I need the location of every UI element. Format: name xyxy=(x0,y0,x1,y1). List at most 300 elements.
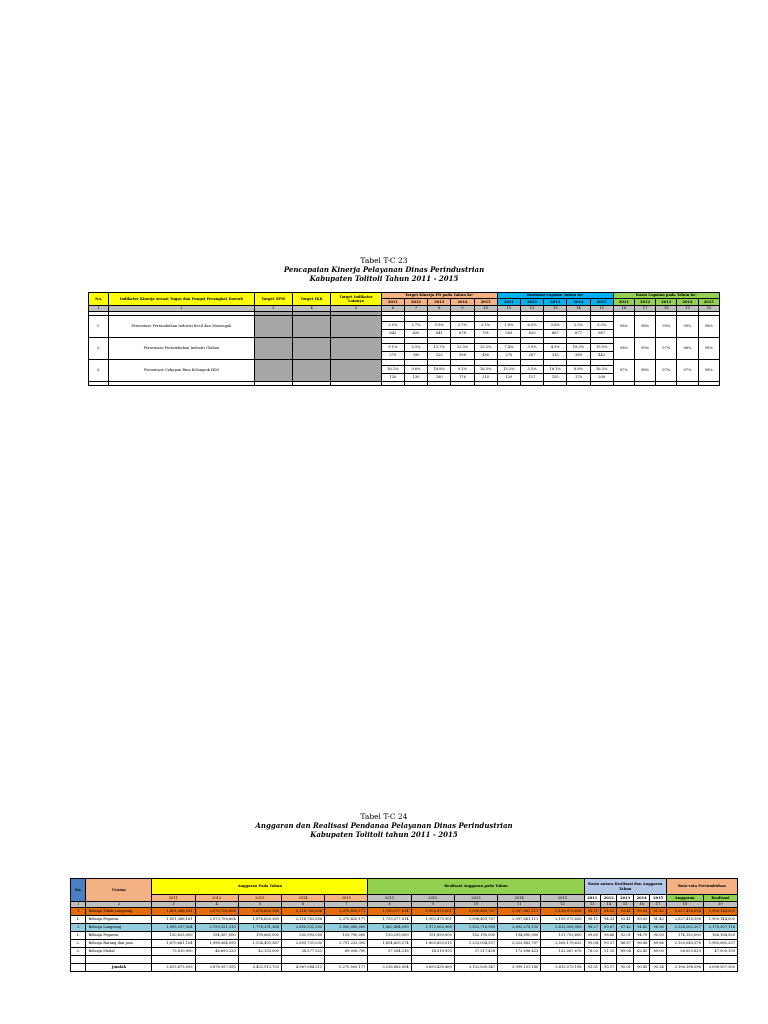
t23-table xyxy=(88,292,720,386)
t24-colnum: 18 xyxy=(666,902,703,908)
t23-target-value: 120 xyxy=(381,374,404,382)
t24-value-cell: 1,759,377,814 xyxy=(368,908,411,916)
t23-realisasi-value: 5.5% xyxy=(520,366,543,374)
t24-value-cell: 96.86 xyxy=(633,940,649,948)
t23-rasio-cell: 97% xyxy=(613,360,634,382)
t23-colnum: 16 xyxy=(613,306,634,312)
t24-colnum: 1 xyxy=(71,902,86,908)
t23-realisasi-value: 127 xyxy=(520,374,543,382)
t24-value-cell: 46,690,220 xyxy=(195,948,238,956)
t23-realisasi-value: 7.4% xyxy=(497,344,520,352)
t24-row xyxy=(71,924,738,932)
t23-row-label: Persentase Pertumbuhan Industri Olahan xyxy=(109,338,254,360)
t23-empty-cell xyxy=(381,382,404,386)
t23-realisasi-value: 442 xyxy=(590,352,613,360)
t24-year: 2011 xyxy=(368,895,411,902)
t24-value-cell: 99.05 xyxy=(633,908,649,916)
t23-rasio-cell: 97% xyxy=(677,360,698,382)
t24-value-cell: 1,759,377,814 xyxy=(368,916,411,924)
t23-colnum: 14 xyxy=(567,306,590,312)
t24-value-cell: 2,692,270,130 xyxy=(498,924,541,932)
t24-value-cell: 2,159,073,656 xyxy=(541,916,584,924)
t23-empty-cell xyxy=(613,382,634,386)
t24-year: 2015 xyxy=(650,895,666,902)
t24-value-cell: 73,810,900 xyxy=(152,948,195,956)
t24-value-cell xyxy=(617,956,633,964)
t24-value-cell: 94.33 xyxy=(601,908,617,916)
t23-empty-cell xyxy=(497,382,520,386)
t24-value-cell: 2,850,321,355 xyxy=(281,924,324,932)
t24-value-cell: 89.67 xyxy=(601,924,617,932)
t23-target-value: 3.0% xyxy=(381,322,404,330)
t23-year: 2013 xyxy=(656,299,677,306)
t24-row xyxy=(71,916,738,924)
t24-value-cell: 2,097,661,111 xyxy=(498,916,541,924)
t23-realisasi-value: 2.5% xyxy=(567,322,590,330)
t24-value-cell: 93.41 xyxy=(617,916,633,924)
t24-value-cell xyxy=(703,956,737,964)
t23-header-no: No. xyxy=(89,293,109,306)
t23-target-cell xyxy=(292,338,330,360)
t23-empty-cell xyxy=(656,382,677,386)
t24-value-cell: 2,178,307,116 xyxy=(703,924,737,932)
t23-target-value: 9.1% xyxy=(381,344,404,352)
t23-target-value: 701 xyxy=(474,330,497,338)
t24-year: 2014 xyxy=(281,895,324,902)
t24-header-no: No. xyxy=(71,879,86,902)
t24-value-cell: 2,523,883,707 xyxy=(498,940,541,948)
t24-value-cell: 199,665,000 xyxy=(238,932,281,940)
t24-value-cell: 96.96 xyxy=(650,924,666,932)
t23-empty-cell xyxy=(254,382,292,386)
t24-value-cell: 89.86 xyxy=(650,940,666,948)
t23-target-value: 3.1% xyxy=(474,322,497,330)
t24-value-cell: 3,999,151,180 xyxy=(498,964,541,972)
t24-value-cell: 2,791,233,300 xyxy=(325,940,368,948)
t24-value-cell: 1,895,297,004 xyxy=(152,924,195,932)
t24-value-cell: 173,696,423 xyxy=(498,948,541,956)
t24-value-cell: 2,812,000,908 xyxy=(541,924,584,932)
t24-value-cell: 150,825,000 xyxy=(152,932,195,940)
t24-value-cell: 205,993,000 xyxy=(281,932,324,940)
t24-value-cell: 2,097,661,111 xyxy=(498,908,541,916)
t24-value-cell: 98.66 xyxy=(601,932,617,940)
t23-realisasi-value: 583 xyxy=(497,330,520,338)
t24-value-cell xyxy=(238,956,281,964)
t24-colnum: 11 xyxy=(498,902,541,908)
t24-value-cell xyxy=(281,956,324,964)
t24-row xyxy=(71,908,738,916)
t23-year: 2012 xyxy=(635,299,656,306)
t24-row-no: 3. xyxy=(71,948,86,956)
t24-value-cell: 78.02 xyxy=(584,948,600,956)
t24-row-no xyxy=(71,956,86,964)
t24-value-cell xyxy=(411,956,454,964)
t24-value-cell xyxy=(454,956,497,964)
t23-target-value: 5.9% xyxy=(428,322,451,330)
t23-target-value: 176 xyxy=(451,374,474,382)
t24-caption xyxy=(0,812,768,839)
t24-value-cell: 2,073,706,604 xyxy=(195,908,238,916)
t24-value-cell: 93.51 xyxy=(584,964,600,972)
t23-rasio-cell: 98% xyxy=(635,316,656,338)
t23-realisasi-value: 667 xyxy=(544,330,567,338)
t23-realisasi-value: 208 xyxy=(590,374,613,382)
t24-row-label: Jumlah xyxy=(86,964,152,972)
t24-row xyxy=(71,932,738,940)
t23-target-value: 275 xyxy=(381,352,404,360)
t23-realisasi-value: 4.9% xyxy=(544,344,567,352)
t24-row-label xyxy=(86,956,152,964)
t23-rasio-cell: 98% xyxy=(635,360,656,382)
t24-colnum: 9 xyxy=(411,902,454,908)
t23-realisasi-value: 287 xyxy=(520,352,543,360)
t24-value-cell: 91.42 xyxy=(650,916,666,924)
t23-target-value: 16.1% xyxy=(381,366,404,374)
t24-value-cell: 1,552,716,985 xyxy=(454,924,497,932)
t24-value-cell: 69,056,700 xyxy=(325,948,368,956)
t23-year: 2012 xyxy=(520,299,543,306)
t24-colnum: 14 xyxy=(601,902,617,908)
t24-value-cell: 1,676,620,389 xyxy=(238,916,281,924)
t23-header-realisasi-group: Realisasi Capaian Tahun ke- xyxy=(497,293,613,299)
t24-value-cell xyxy=(195,956,238,964)
t24-row-label: Belanja Pegawai xyxy=(86,916,152,924)
t24-header-uraian: Uraian xyxy=(86,879,152,902)
t23-realisasi-value: 120 xyxy=(497,374,520,382)
t24-value-cell: 38,577,325 xyxy=(281,948,324,956)
t23-colnum: 8 xyxy=(428,306,451,312)
t23-colnum: 19 xyxy=(677,306,698,312)
t23-colnum: 1 xyxy=(89,306,109,312)
t23-colnum: 17 xyxy=(635,306,656,312)
t24-value-cell: 174,152,000 xyxy=(666,932,703,940)
t24-year: 2013 xyxy=(454,895,497,902)
t24-value-cell: 2,159,073,656 xyxy=(541,908,584,916)
t23-target-cell xyxy=(292,316,330,338)
t23-header-iku: Target IKK xyxy=(292,293,330,306)
t23-rasio-cell: 97% xyxy=(656,360,677,382)
t24-value-cell: 99.05 xyxy=(633,916,649,924)
t24-value-cell: 42,133,000 xyxy=(238,948,281,956)
t23-caption xyxy=(0,256,768,283)
t23-empty-cell xyxy=(404,382,427,386)
t24-row-label: Belanja Langsung xyxy=(86,924,152,932)
t23-realisasi-value: 3.3% xyxy=(590,322,613,330)
t23-year: 2015 xyxy=(698,299,719,306)
t23-colnum: 5 xyxy=(331,306,381,312)
t24-value-cell: 2,900,080,000 xyxy=(325,924,368,932)
t23-realisasi-value: 315 xyxy=(544,352,567,360)
t24-value-cell: 182,195,000 xyxy=(454,932,497,940)
t23-target-value: 678 xyxy=(451,330,474,338)
t24-value-cell: 14,519,953 xyxy=(411,948,454,956)
t23-year: 2013 xyxy=(544,299,567,306)
t23-target-cell xyxy=(331,360,381,382)
t23-realisasi-value: 155 xyxy=(544,374,567,382)
t24-value-cell: 2,370,420,177 xyxy=(325,908,368,916)
t23-year: 2014 xyxy=(677,299,698,306)
t24-value-cell: 89.00 xyxy=(650,948,666,956)
t23-colnum: 7 xyxy=(404,306,427,312)
t24-value-cell xyxy=(633,956,649,964)
t24-value-cell: 166,164,920 xyxy=(703,932,737,940)
t23-realisasi-value: 19.5% xyxy=(590,344,613,352)
t24-value-cell xyxy=(325,956,368,964)
t23-rasio-cell: 98% xyxy=(698,316,719,338)
t24-value-cell: 2,370,420,177 xyxy=(325,916,368,924)
t23-spacer-row xyxy=(89,382,720,386)
t24-value-cell: 57,584,316 xyxy=(368,948,411,956)
t24-year: 2013 xyxy=(617,895,633,902)
t24-value-cell: 194,690,000 xyxy=(498,932,541,940)
t23-target-cell xyxy=(254,338,292,360)
t24-value-cell xyxy=(650,956,666,964)
t24-value-cell: 150,295,000 xyxy=(368,932,411,940)
t23-target-value: 2.7% xyxy=(404,322,427,330)
t23-empty-cell xyxy=(635,382,656,386)
t24-header-anggaran-group: Anggaran Pada Tahun xyxy=(152,879,368,895)
t24-row-no: 2. xyxy=(71,940,86,948)
t23-target-value: 9.1% xyxy=(451,366,474,374)
t24-value-cell: 31.10 xyxy=(601,948,617,956)
t23-header-indikator: Indikator Kinerja sesuai Tugas dan Fungsi Perangkat Daerah xyxy=(109,293,254,306)
t24-value-cell: 56,053,629 xyxy=(666,948,703,956)
t23-colnum: 13 xyxy=(544,306,567,312)
t24-row xyxy=(71,964,738,972)
t23-realisasi-value: 170 xyxy=(567,374,590,382)
t24-value-cell: 37,517,428 xyxy=(454,948,497,956)
t24-value-cell: 1,900,144,003 xyxy=(703,916,737,924)
t23-target-value: 2.7% xyxy=(451,322,474,330)
t24-colnum: 2 xyxy=(86,902,152,908)
t24-value-cell: 1,670,661,104 xyxy=(152,940,195,948)
t24-value-cell: 1,776,291,364 xyxy=(238,924,281,932)
t24-value-cell: 93.41 xyxy=(617,908,633,916)
t23-colnum: 4 xyxy=(292,306,330,312)
t23-empty-cell xyxy=(474,382,497,386)
t24-colnum: 6 xyxy=(281,902,324,908)
t24-value-cell: 2,116,763,856 xyxy=(281,916,324,924)
t24-row-no: 1 xyxy=(71,908,86,916)
t23-row-no: 2. xyxy=(89,338,109,360)
t23-target-value: 22.5% xyxy=(451,344,474,352)
t24-year: 2015 xyxy=(541,895,584,902)
t24-value-cell xyxy=(498,956,541,964)
t24-value-cell: 1,903,475,901 xyxy=(411,908,454,916)
t24-colnum: 15 xyxy=(617,902,633,908)
t23-rasio-cell: 97% xyxy=(656,338,677,360)
t24-value-cell: 3,152,035,347 xyxy=(454,964,497,972)
t23-empty-cell xyxy=(677,382,698,386)
t24-colnum: 16 xyxy=(633,902,649,908)
t24-value-cell: 3,693,435,869 xyxy=(411,964,454,972)
t23-year: 2014 xyxy=(567,299,590,306)
t24-value-cell: 1,900,144,003 xyxy=(703,908,737,916)
t24-value-cell: 90.37 xyxy=(601,940,617,948)
t24-value-cell: 91.42 xyxy=(650,908,666,916)
t24-value-cell: 98.11 xyxy=(584,908,600,916)
t24-value-cell: 3,813,073,198 xyxy=(541,964,584,972)
t24-value-cell: 62.45 xyxy=(633,948,649,956)
t24-row-label: Belanja Pegawai xyxy=(86,932,152,940)
t23-year: 2015 xyxy=(590,299,613,306)
t23-realisasi-value: 270 xyxy=(497,352,520,360)
t24-colnum: 8 xyxy=(368,902,411,908)
t24-value-cell: 1,596,409,787 xyxy=(454,916,497,924)
t24-value-cell: 151,890,000 xyxy=(411,932,454,940)
t23-year: 2011 xyxy=(497,299,520,306)
t23-header-spm: Target SPM xyxy=(254,293,292,306)
t24-value-cell: 2,027,418,598 xyxy=(666,916,703,924)
t24-value-cell: 94.45 xyxy=(633,924,649,932)
t23-target-value: 12.7% xyxy=(428,344,451,352)
t24-value-cell: 2,605,751,030 xyxy=(281,940,324,948)
t23-realisasi-value: 18.3% xyxy=(567,344,590,352)
t24-year: 2011 xyxy=(584,895,600,902)
t23-rasio-cell: 99% xyxy=(635,338,656,360)
t24-row-no: 1. xyxy=(71,932,86,940)
t23-header-rasio-group: Rasio Capaian pada Tahun ke- xyxy=(613,293,719,299)
t24-value-cell: 99.65 xyxy=(584,932,600,940)
t23-colnum: 15 xyxy=(590,306,613,312)
t23-colnum: 12 xyxy=(520,306,543,312)
t23-caption-line3: Kabupaten Tolitoli Tahun 2011 - 2015 xyxy=(309,274,459,283)
t24-value-cell: 87.42 xyxy=(617,924,633,932)
t23-empty-cell xyxy=(109,382,254,386)
t24-row-label: Belanja Modal xyxy=(86,948,152,956)
t24-value-cell: 98.27 xyxy=(584,924,600,932)
t24-value-cell: 94.70 xyxy=(633,932,649,940)
t24-value-cell: 151,753,600 xyxy=(541,932,584,940)
t24-colnum: 4 xyxy=(195,902,238,908)
t24-caption-line3: Kabupaten Tolitoli tahun 2011 - 2015 xyxy=(310,830,458,839)
t23-year: 2013 xyxy=(428,299,451,306)
t24-year: 2013 xyxy=(238,895,281,902)
t24-row xyxy=(71,940,738,948)
t24-value-cell: 5,270,500,177 xyxy=(325,964,368,972)
t23-target-value: 642 xyxy=(381,330,404,338)
t23-target-cell xyxy=(292,360,330,382)
t24-year: 2015 xyxy=(325,895,368,902)
t23-target-cell xyxy=(254,360,292,382)
t24-value-cell: 2,324,262,207 xyxy=(666,924,703,932)
t24-row-no: 1. xyxy=(71,916,86,924)
t24-year: 2012 xyxy=(195,895,238,902)
t23-target-cell xyxy=(331,316,381,338)
t24-colnum: 13 xyxy=(584,902,600,908)
t23-empty-cell xyxy=(567,382,590,386)
t24-row-no: 2 xyxy=(71,924,86,932)
t24-colnum: 7 xyxy=(325,902,368,908)
t23-target-value: 490 xyxy=(474,352,497,360)
t23-colnum: 20 xyxy=(698,306,719,312)
t24-header-rata-group: Rata-rata Pertumbuhan xyxy=(666,879,737,895)
t24-value-cell: 3,096,957,350 xyxy=(703,964,737,972)
t23-target-cell xyxy=(331,338,381,360)
t23-empty-cell xyxy=(590,382,613,386)
t23-rasio-cell: 99% xyxy=(677,316,698,338)
t24-value-cell xyxy=(601,956,617,964)
t24-table xyxy=(70,878,738,972)
t24-value-cell xyxy=(584,956,600,964)
t24-value-cell: 1,801,366,161 xyxy=(152,916,195,924)
t23-empty-cell xyxy=(698,382,719,386)
t23-row-no: 1. xyxy=(89,316,109,338)
t24-value-cell xyxy=(666,956,703,964)
t24-value-cell: 1,654,605,274 xyxy=(368,940,411,948)
t23-realisasi-value: 6.3% xyxy=(520,322,543,330)
t23-realisasi-value: 687 xyxy=(590,330,613,338)
t24-value-cell: 159,790,000 xyxy=(325,932,368,940)
t23-row-label: Persentase Pertumbuhan Industri Kecil dan Menengah xyxy=(109,316,254,338)
t24-value-cell xyxy=(152,956,195,964)
t23-empty-cell xyxy=(331,382,381,386)
t23-target-value: 5.5% xyxy=(404,344,427,352)
t23-target-value: 620 xyxy=(404,330,427,338)
t23-colnum: 6 xyxy=(381,306,404,312)
t24-row-no xyxy=(71,964,86,972)
t23-realisasi-value: 389 xyxy=(567,352,590,360)
t24-value-cell: 90.43 xyxy=(633,964,649,972)
t23-caption-line2: Pencapaian Kinerja Pelayanan Dinas Perindustrian xyxy=(283,265,485,274)
t23-rasio-cell: 98% xyxy=(698,360,719,382)
t24-value-cell: 89.04 xyxy=(617,948,633,956)
t23-target-cell xyxy=(254,316,292,338)
t24-header-rata-realisasi: Realisasi xyxy=(703,895,737,902)
t23-empty-cell xyxy=(544,382,567,386)
t24-value-cell: 95.17 xyxy=(601,964,617,972)
t24-header-realisasi-group: Realisasi Anggaran pada Tahun xyxy=(368,879,584,895)
t23-row-no: 3. xyxy=(89,360,109,382)
t24-value-cell: 99.04 xyxy=(584,940,600,948)
t24-value-cell: 92.01 xyxy=(617,932,633,940)
t23-year: 2015 xyxy=(474,299,497,306)
t23-target-value: 210 xyxy=(474,374,497,382)
t24-colnum: 5 xyxy=(238,902,281,908)
t24-value-cell: 3,452,913,753 xyxy=(238,964,281,972)
t24-value-cell: 2,120,040,578 xyxy=(666,940,703,948)
t23-colnum: 10 xyxy=(474,306,497,312)
t24-value-cell: 1,534,493,367 xyxy=(238,940,281,948)
t24-caption-line1: Tabel T-C 24 xyxy=(360,812,408,821)
t23-empty-cell xyxy=(428,382,451,386)
t23-realisasi-value: 16.3% xyxy=(590,366,613,374)
t24-value-cell: 2,027,418,598 xyxy=(666,908,703,916)
t24-year: 2014 xyxy=(498,895,541,902)
t23-target-value: 325 xyxy=(428,352,451,360)
t23-empty-cell xyxy=(292,382,330,386)
t23-colnum: 9 xyxy=(451,306,474,312)
t23-year: 2011 xyxy=(613,299,634,306)
t24-value-cell: 1,965,065,237 xyxy=(703,940,737,948)
t24-row xyxy=(71,956,738,964)
t23-colnum: 11 xyxy=(497,306,520,312)
t24-value-cell: 4,967,084,211 xyxy=(281,964,324,972)
t24-year: 2012 xyxy=(601,895,617,902)
t24-value-cell xyxy=(368,956,411,964)
t23-realisasi-value: 3.6% xyxy=(544,322,567,330)
t24-value-cell: 1,903,475,901 xyxy=(411,916,454,924)
t24-header-rasio-group: Rasio antara Realisasi dan Anggaran Tahun xyxy=(584,879,666,895)
t24-value-cell: 1,862,484,590 xyxy=(368,924,411,932)
t23-realisasi-value: 8.8% xyxy=(567,366,590,374)
t23-rasio-cell: 98% xyxy=(613,316,634,338)
t24-value-cell: 152,067,676 xyxy=(541,948,584,956)
t24-value-cell: 1,676,620,389 xyxy=(238,908,281,916)
t23-target-value: 18.8% xyxy=(428,366,451,374)
t24-header-rata-anggaran: Anggaran xyxy=(666,895,703,902)
